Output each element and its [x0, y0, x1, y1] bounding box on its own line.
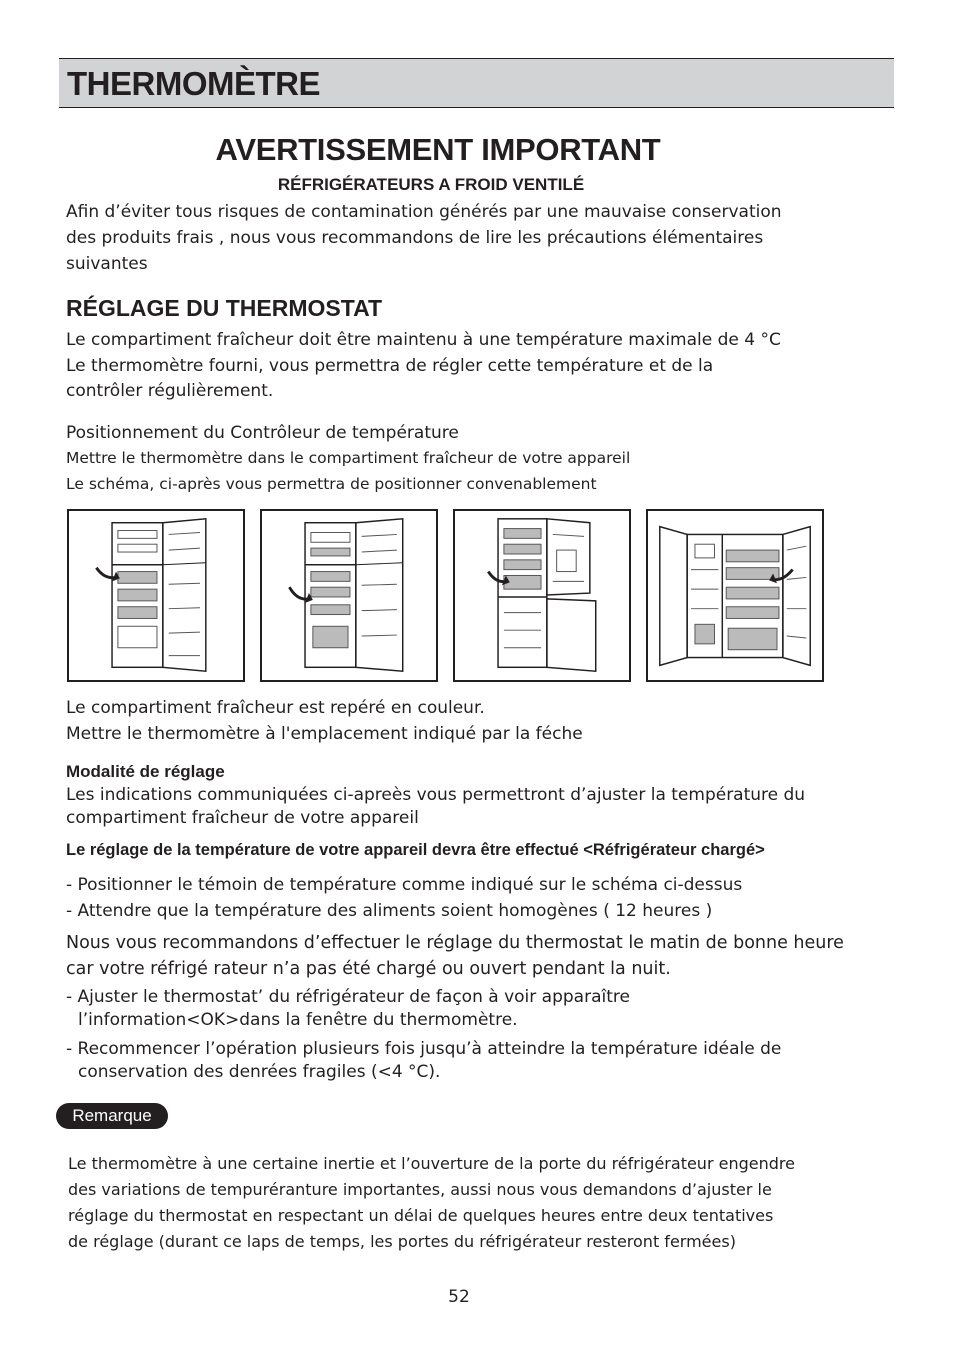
list-item: - Attendre que la température des aliments soient homogènes ( 12 heures ) [66, 901, 713, 921]
text-line: de réglage (durant ce laps de temps, les portes du réfrigérateur resteront fermées) [68, 1232, 736, 1251]
positioning-line-1: Mettre le thermomètre dans le compartiment fraîcheur de votre appareil [66, 449, 631, 467]
remark-badge: Remarque [56, 1103, 168, 1129]
thermostat-paragraph [66, 328, 866, 405]
figure-side-by-side [646, 509, 824, 682]
list-item: - Ajuster le thermostat’ du réfrigérateur de façon à voir apparaître [66, 987, 630, 1007]
title-bar [59, 58, 894, 108]
bottom-freezer-fridge-icon [455, 511, 629, 680]
text-line: car votre réfrigé rateur n’a pas été chargé ou ouvert pendant la nuit. [66, 959, 671, 979]
side-by-side-fridge-icon [648, 511, 822, 680]
text-line: Afin d’éviter tous risques de contamination générés par une mauvaise conservation [66, 202, 782, 222]
bullet-adjust [66, 986, 866, 1032]
text-line: contrôler régulièrement. [66, 381, 274, 401]
top-freezer-fridge-icon [69, 511, 243, 680]
list-item: - Positionner le témoin de température comme indiqué sur le schéma ci-dessus [66, 875, 743, 895]
page-title: THERMOMÈTRE [67, 65, 320, 102]
thermostat-heading: RÉGLAGE DU THERMOSTAT [66, 295, 383, 321]
recommend-paragraph [66, 930, 896, 982]
remark-paragraph [68, 1151, 858, 1255]
bullets-1 [66, 872, 866, 924]
text-line: Le thermomètre à une certaine inertie et l’ouverture de la porte du réfrigérateur engendre [68, 1154, 795, 1173]
top-freezer-fridge-icon [262, 511, 436, 680]
text-line: des variations de tempuréranture importantes, aussi nous vous demandons d’ajuster le [68, 1180, 772, 1199]
text-line: Le compartiment fraîcheur est repéré en couleur. [66, 698, 485, 718]
text-line: Nous vous recommandons d’effectuer le réglage du thermostat le matin de bonne heure [66, 933, 844, 953]
text-line: Le thermomètre fourni, vous permettra de régler cette température et de la [66, 355, 714, 376]
positioning-line-2: Le schéma, ci-après vous permettra de positionner convenablement [66, 475, 597, 493]
list-item-cont: conservation des denrées fragiles (<4 °C). [78, 1062, 441, 1082]
text-line: compartiment fraîcheur de votre appareil [66, 808, 419, 828]
list-item-cont: l’information<OK>dans la fenêtre du thermomètre. [78, 1010, 518, 1030]
bullet-repeat [66, 1038, 866, 1084]
page-number: 52 [448, 1287, 470, 1307]
text-line: Les indications communiquées ci-apreès vous permettront d’ajuster la température du [66, 785, 806, 805]
warning-subheading: RÉFRIGÉRATEURS A FROID VENTILÉ [277, 175, 585, 194]
text-line: des produits frais , nous vous recommandons de lire les précautions élémentaires [66, 228, 764, 248]
text-line: réglage du thermostat en respectant un délai de quelques heures entre deux tentatives [68, 1206, 774, 1225]
warning-paragraph [66, 199, 866, 277]
text-line: Le compartiment fraîcheur doit être maintenu à une température maximale de 4 °C [66, 330, 781, 350]
figure-top-freezer-2 [260, 509, 438, 682]
modalite-paragraph [66, 784, 866, 830]
positioning-title: Positionnement du Contrôleur de température [66, 423, 459, 443]
figure-top-freezer-1 [67, 509, 245, 682]
list-item: - Recommencer l’opération plusieurs fois jusqu’à atteindre la température idéale de [66, 1039, 782, 1059]
text-line: suivantes [66, 254, 148, 274]
after-figure-paragraph [66, 695, 866, 747]
warning-heading: AVERTISSEMENT IMPORTANT [215, 132, 661, 167]
modalite-title: Modalité de réglage [66, 762, 225, 781]
figure-bottom-freezer [453, 509, 631, 682]
modalite-bold-line: Le réglage de la température de votre appareil devra être effectué <Réfrigérateur chargé> [66, 841, 765, 859]
text-line: Mettre le thermomètre à l'emplacement indiqué par la féche [66, 724, 583, 744]
